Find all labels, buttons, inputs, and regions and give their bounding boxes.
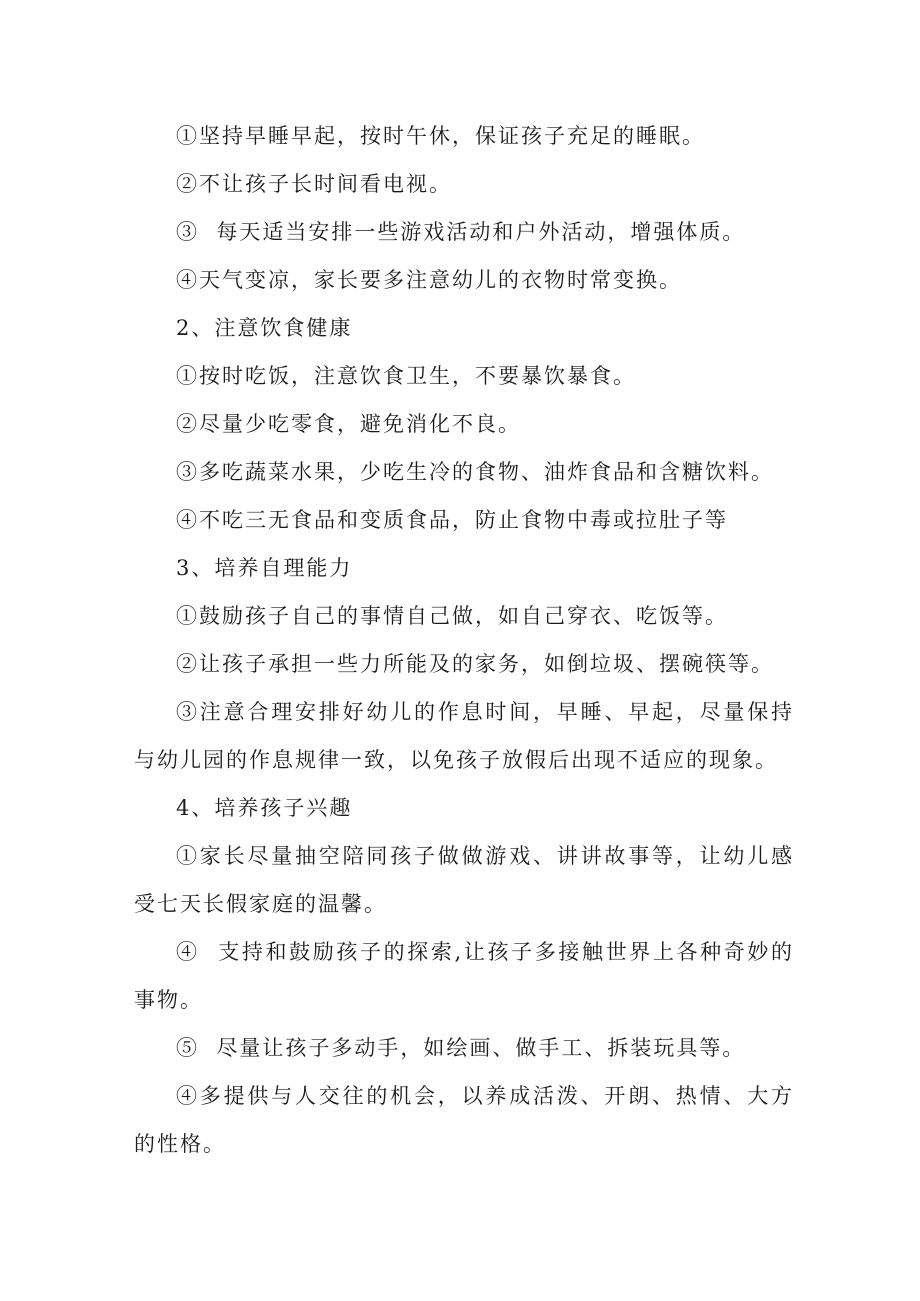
document-body bbox=[134, 112, 794, 1168]
section-heading-self-care: 3、培养自理能力 bbox=[176, 556, 353, 580]
paragraph-food-safety: ④不吃三无食品和变质食品，防止食物中毒或拉肚子等 bbox=[176, 508, 728, 532]
paragraph-self-dressing: ①鼓励孩子自己的事情自己做，如自己穿衣、吃饭等。 bbox=[176, 604, 728, 628]
section-heading-interests: 4、培养孩子兴趣 bbox=[176, 796, 353, 820]
paragraph-activities: ③ 每天适当安排一些游戏活动和户外活动，增强体质。 bbox=[176, 220, 746, 244]
paragraph-clothing: ④天气变凉，家长要多注意幼儿的衣物时常变换。 bbox=[176, 268, 682, 292]
paragraph-sleep: ①坚持早睡早起，按时午休，保证孩子充足的睡眠。 bbox=[176, 124, 705, 148]
paragraph-vegetables: ③多吃蔬菜水果，少吃生冷的食物、油炸食品和含糖饮料。 bbox=[176, 460, 774, 484]
paragraph-exploration: ④ 支持和鼓励孩子的探索,让孩子多接触世界上各种奇妙的事物。 bbox=[134, 940, 794, 1012]
paragraph-tv: ②不让孩子长时间看电视。 bbox=[176, 172, 452, 196]
paragraph-chores: ②让孩子承担一些力所能及的家务，如倒垃圾、摆碗筷等。 bbox=[176, 652, 774, 676]
paragraph-snacks: ②尽量少吃零食，避免消化不良。 bbox=[176, 412, 521, 436]
paragraph-games-stories: ①家长尽量抽空陪同孩子做做游戏、讲讲故事等，让幼儿感受七天长假家庭的温馨。 bbox=[134, 844, 794, 916]
paragraph-social: ④多提供与人交往的机会，以养成活泼、开朗、热情、大方的性格。 bbox=[134, 1084, 794, 1156]
section-heading-diet: 2、注意饮食健康 bbox=[176, 316, 353, 340]
paragraph-schedule: ③注意合理安排好幼儿的作息时间，早睡、早起，尽量保持与幼儿园的作息规律一致，以免孩子放假后出现不适应的现象。 bbox=[134, 700, 794, 772]
paragraph-meals: ①按时吃饭，注意饮食卫生，不要暴饮暴食。 bbox=[176, 364, 636, 388]
paragraph-hands-on: ⑤ 尽量让孩子多动手，如绘画、做手工、拆装玩具等。 bbox=[176, 1036, 746, 1060]
